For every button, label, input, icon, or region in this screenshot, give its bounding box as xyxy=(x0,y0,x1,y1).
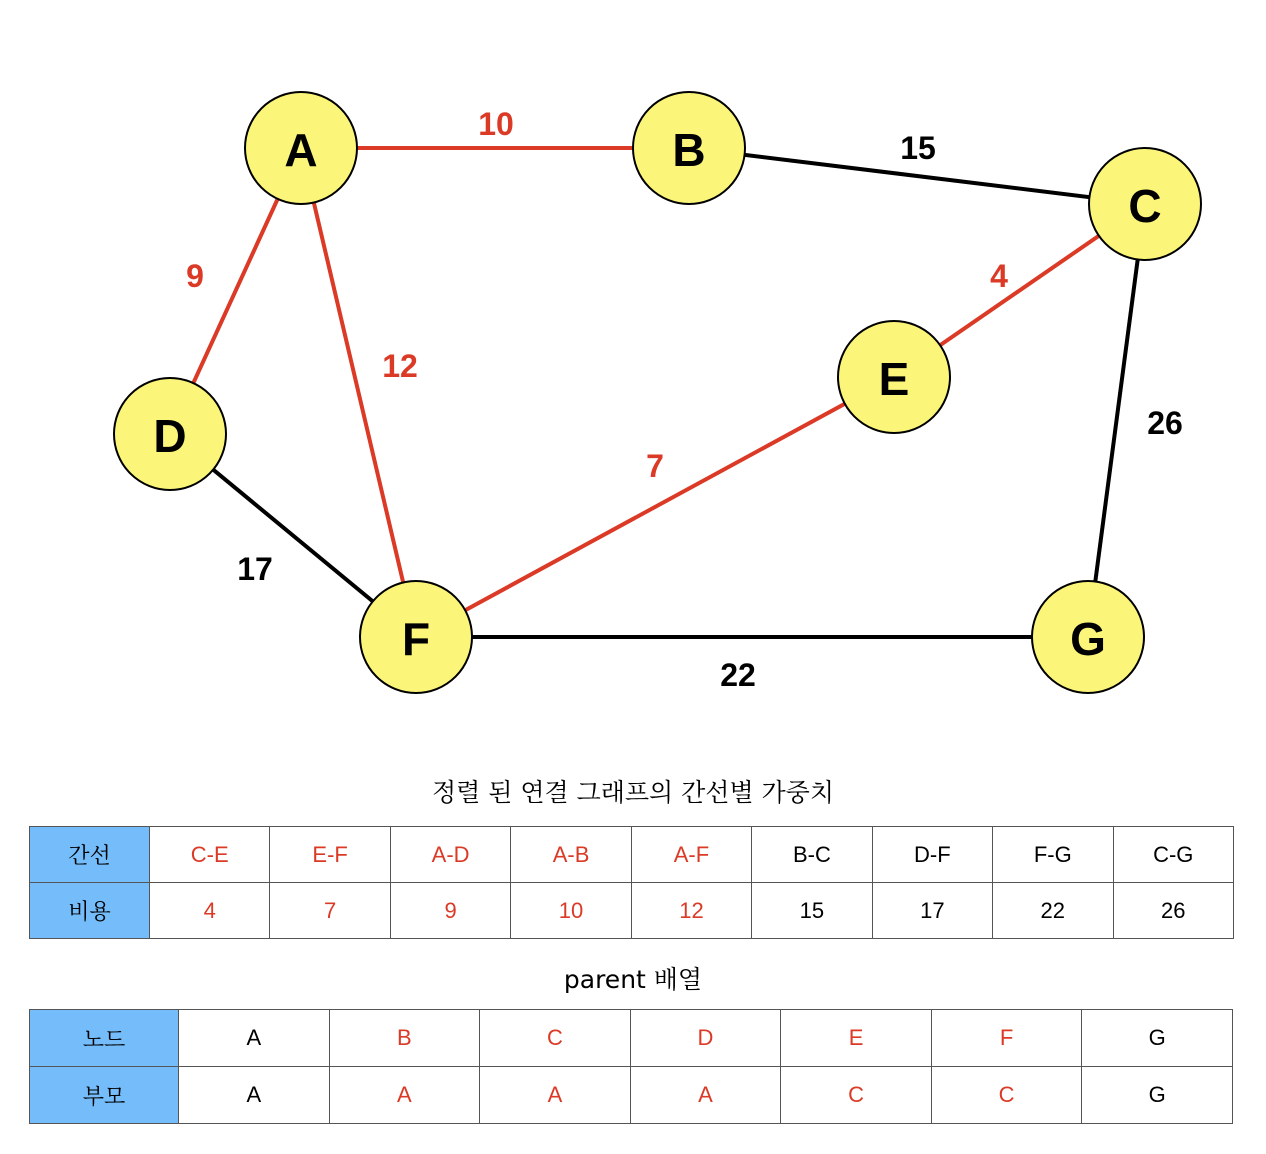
edge-table-caption: 정렬 된 연결 그래프의 간선별 가중치 xyxy=(432,778,834,807)
node-label-C: C xyxy=(1128,180,1162,232)
node-cell: D xyxy=(630,1010,781,1067)
node-label-E: E xyxy=(878,353,910,405)
edge-weight-label-C-E: 4 xyxy=(990,258,1008,294)
edge-weight-table xyxy=(29,826,1234,939)
parent-cell: G xyxy=(1082,1067,1233,1124)
node-label-D: D xyxy=(153,410,187,462)
parent-cell: A xyxy=(480,1067,631,1124)
edge-weight-label-E-F: 7 xyxy=(646,448,664,484)
node-row xyxy=(30,1010,1233,1067)
node-F xyxy=(360,581,472,693)
edge-weight-label-F-G: 22 xyxy=(720,657,756,693)
edge-cell: F-G xyxy=(993,827,1113,883)
parent-cell: C xyxy=(781,1067,932,1124)
edge-A-F xyxy=(301,148,416,637)
node-cell: G xyxy=(1082,1010,1233,1067)
node-cell: B xyxy=(329,1010,480,1067)
edge-cell: C-E xyxy=(150,827,270,883)
cost-cell: 10 xyxy=(511,883,631,939)
parent-cell: A xyxy=(179,1067,330,1124)
edge-cell: B-C xyxy=(752,827,872,883)
cost-cell: 7 xyxy=(270,883,390,939)
edge-cell: C-G xyxy=(1113,827,1234,883)
node-label-G: G xyxy=(1070,613,1106,665)
cost-row xyxy=(30,883,1234,939)
cost-cell: 15 xyxy=(752,883,872,939)
edge-cell: A-F xyxy=(631,827,751,883)
node-B xyxy=(633,92,745,204)
node-label-F: F xyxy=(401,613,431,665)
node-C xyxy=(1089,148,1201,260)
cost-cell: 26 xyxy=(1113,883,1234,939)
node-label-B: B xyxy=(672,124,706,176)
node-D xyxy=(114,378,226,490)
edge-C-G xyxy=(1088,204,1145,637)
edge-weight-label-A-B: 10 xyxy=(478,106,514,142)
parent-table-caption: parent 배열 xyxy=(563,965,703,994)
cost-cell: 12 xyxy=(631,883,751,939)
edge-cell: A-D xyxy=(390,827,510,883)
edge-weight-label-A-F: 12 xyxy=(382,348,418,384)
parent-cell: A xyxy=(630,1067,781,1124)
cost-cell: 4 xyxy=(150,883,270,939)
edge-cell: D-F xyxy=(872,827,992,883)
edge-cell: A-B xyxy=(511,827,631,883)
edge-row xyxy=(30,827,1234,883)
cost-row-header: 비용 xyxy=(30,883,150,939)
edge-weight-label-D-F: 17 xyxy=(237,551,273,587)
node-E xyxy=(838,321,950,433)
parent-cell: C xyxy=(931,1067,1082,1124)
parent-row-header: 부모 xyxy=(30,1067,179,1124)
node-cell: A xyxy=(179,1010,330,1067)
edge-weight-label-A-D: 9 xyxy=(186,258,204,294)
node-label-A: A xyxy=(284,124,318,176)
edge-E-F xyxy=(416,377,894,637)
node-G xyxy=(1032,581,1144,693)
edge-cell: E-F xyxy=(270,827,390,883)
cost-cell: 9 xyxy=(390,883,510,939)
node-cell: E xyxy=(781,1010,932,1067)
node-A xyxy=(245,92,357,204)
cost-cell: 17 xyxy=(872,883,992,939)
node-cell: F xyxy=(931,1010,1082,1067)
edge-weight-label-C-G: 26 xyxy=(1147,405,1183,441)
parent-row xyxy=(30,1067,1233,1124)
edge-weight-label-B-C: 15 xyxy=(900,130,936,166)
parent-cell: A xyxy=(329,1067,480,1124)
node-row-header: 노드 xyxy=(30,1010,179,1067)
edge-row-header: 간선 xyxy=(30,827,150,883)
node-cell: C xyxy=(480,1010,631,1067)
parent-array-table xyxy=(29,1009,1233,1124)
cost-cell: 22 xyxy=(993,883,1113,939)
